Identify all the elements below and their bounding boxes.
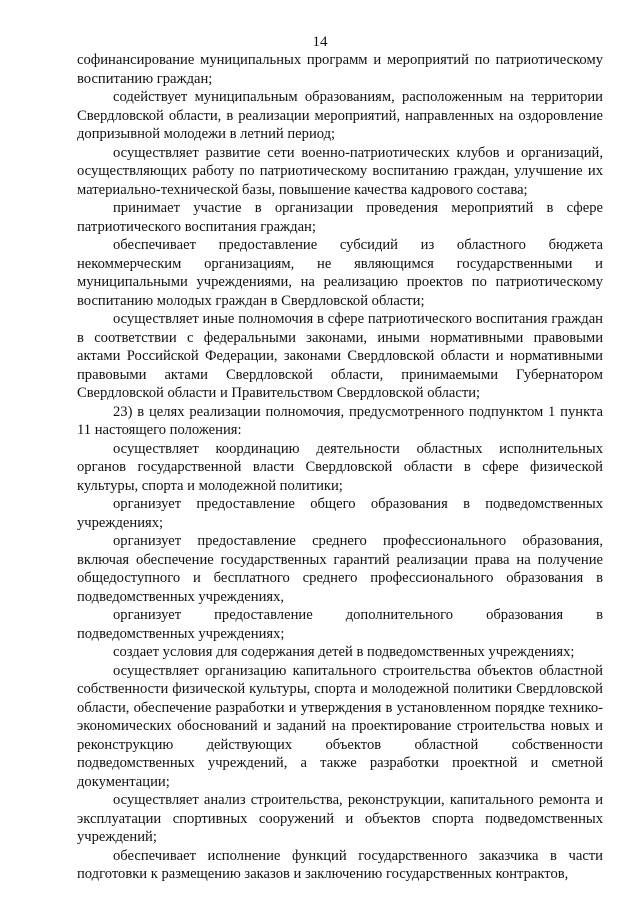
- paragraph: организует предоставление дополнительного образования в подведомственных учреждениях;: [77, 607, 603, 642]
- paragraph: принимает участие в организации проведения мероприятий в сфере патриотического воспитания граждан;: [77, 200, 603, 235]
- paragraph: содействует муниципальным образованиям, расположенным на территории Свердловской области, в реализации мероприятий, направленных на оздоровление допризывной молодежи в летний период;: [77, 89, 603, 142]
- paragraph: осуществляет иные полномочия в сфере патриотического воспитания граждан в соответствии с федеральными законами, иными нормативными правовыми актами Российской Федерации, законами Свердловской области и нормативными правовыми актами Свердловской области, принимаемыми Губернатором Свердловской области и Правительством Свердловской области;: [77, 311, 603, 401]
- paragraph: организует предоставление среднего профессионального образования, включая обеспечение государственных гарантий реализации права на получение общедоступного и бесплатного среднего профессионального образования в подведомственных учреждениях,: [77, 533, 603, 605]
- page-number: 14: [312, 34, 328, 50]
- paragraph: софинансирование муниципальных программ и мероприятий по патриотическому воспитанию граждан;: [77, 52, 603, 87]
- paragraph: обеспечивает предоставление субсидий из областного бюджета некоммерческим организациям, не являющимся государственными и муниципальными учреждениями, на реализацию проектов по патриотическому воспитанию молодых граждан в Свердловской области;: [77, 237, 603, 309]
- paragraph: создает условия для содержания детей в подведомственных учреждениях;: [113, 644, 575, 660]
- paragraph: осуществляет организацию капитального строительства объектов областной собственности физической культуры, спорта и молодежной политики Свердловской области, обеспечение разработки и утверждения в установленном порядке технико-экономических обоснований и заданий на проектирование строительства новых и реконструкцию действующих объектов областной собственности подведомственных учреждений, а также разработки проектной и сметной документации;: [77, 662, 603, 790]
- paragraph: организует предоставление общего образования в подведомственных учреждениях;: [77, 496, 603, 531]
- paragraph: 23) в целях реализации полномочия, предусмотренного подпунктом 1 пункта 11 настоящего положения:: [77, 403, 603, 438]
- paragraph: осуществляет развитие сети военно-патриотических клубов и организаций, осуществляющих работу по патриотическому воспитанию граждан, улучшение их материально-технической базы, повышение качества кадрового состава;: [77, 144, 603, 198]
- paragraph: осуществляет анализ строительства, реконструкции, капитального ремонта и эксплуатации спортивных сооружений и объектов спорта подведомственных учреждений;: [77, 792, 603, 845]
- paragraph: осуществляет координацию деятельности областных исполнительных органов государственной власти Свердловской области в сфере физической культуры, спорта и молодежной политики;: [77, 440, 603, 494]
- document-body: [77, 51, 603, 884]
- paragraph: обеспечивает исполнение функций государственного заказчика в части подготовки к размещению заказов и заключению государственных контрактов,: [77, 847, 603, 882]
